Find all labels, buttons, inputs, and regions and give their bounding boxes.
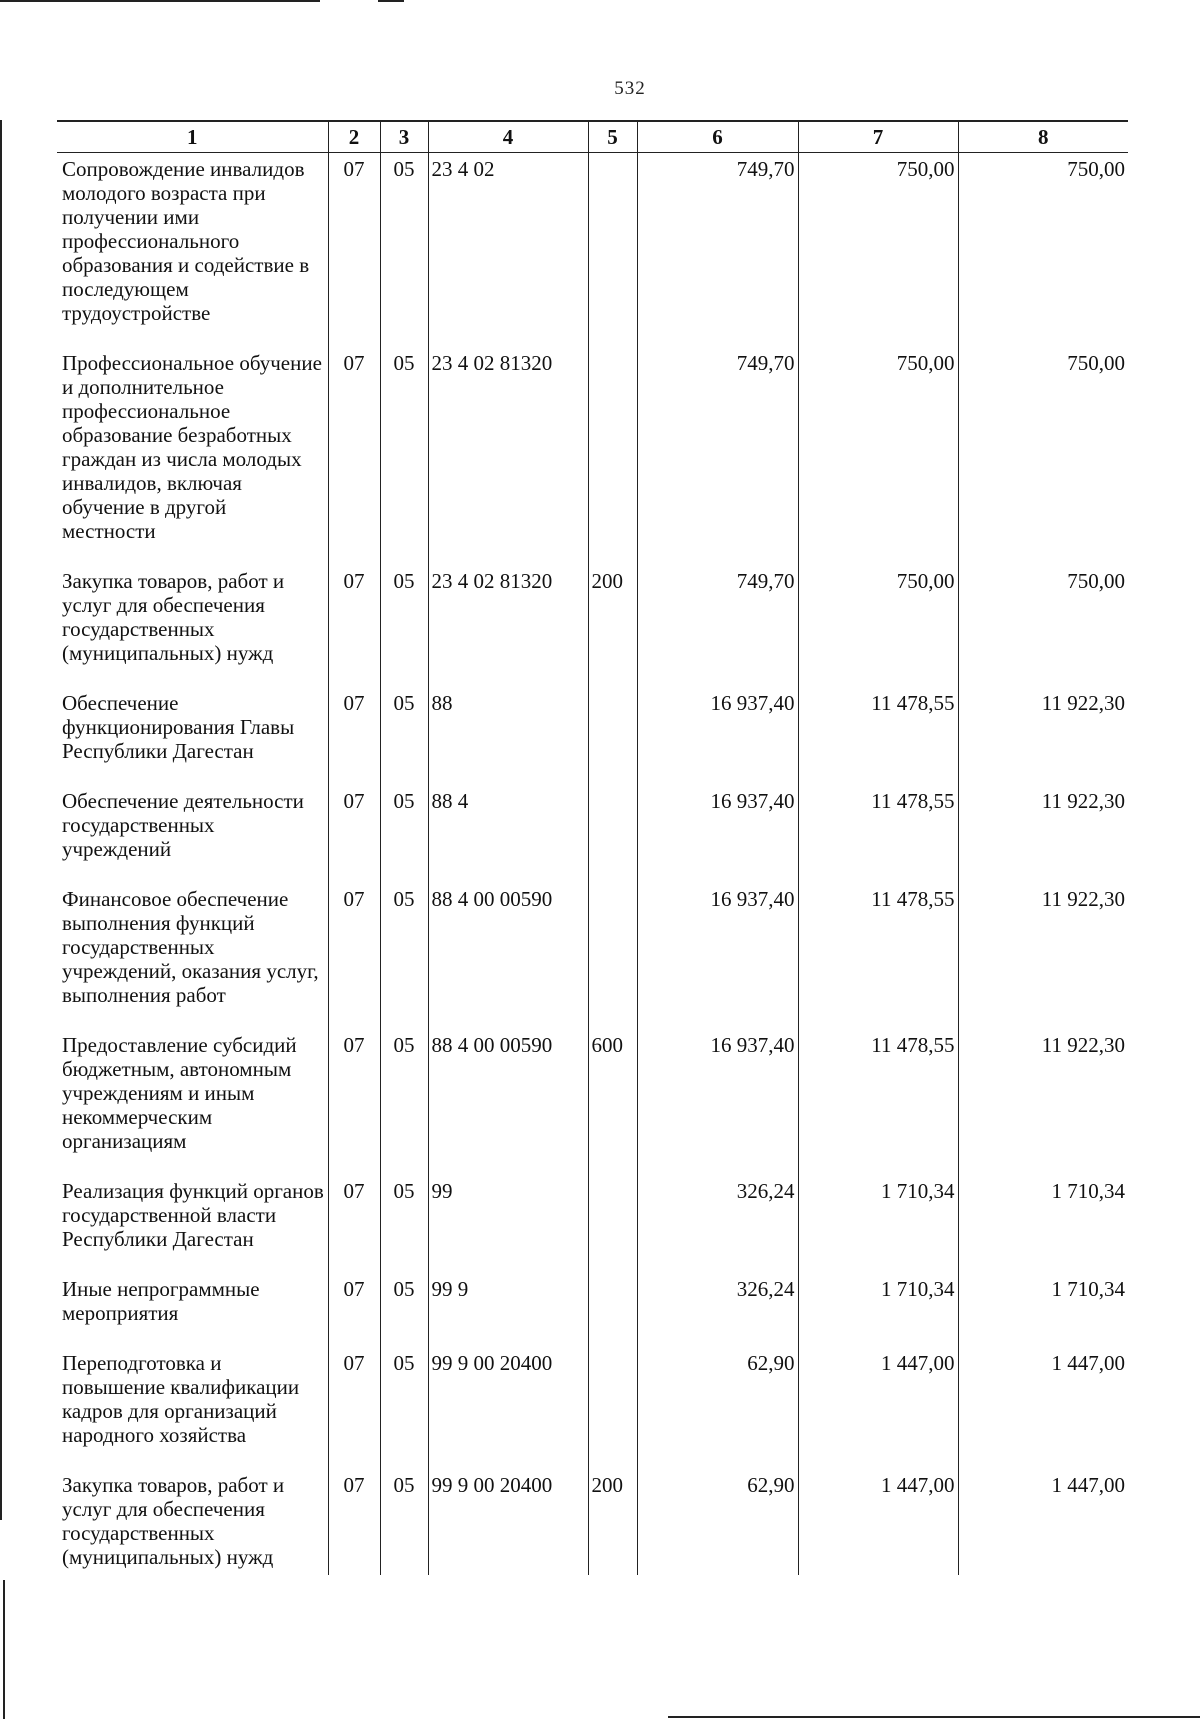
row-name: Закупка товаров, работ и услуг для обеспечения государственных (муниципальных) нужд bbox=[57, 1469, 328, 1575]
column-header-8: 8 bbox=[958, 121, 1128, 153]
page-number: 532 bbox=[614, 78, 646, 99]
subsection-code: 05 bbox=[380, 785, 428, 883]
amount-col-8: 11 922,30 bbox=[958, 883, 1128, 1029]
row-name: Предоставление субсидий бюджетным, автономным учреждениям и иным некоммерческим организациям bbox=[57, 1029, 328, 1175]
column-header-3: 3 bbox=[380, 121, 428, 153]
target-article-code: 23 4 02 bbox=[428, 153, 588, 348]
section-code: 07 bbox=[328, 785, 380, 883]
subsection-code: 05 bbox=[380, 1347, 428, 1469]
amount-col-8: 750,00 bbox=[958, 347, 1128, 565]
expense-type-code bbox=[588, 153, 637, 348]
scan-edge-top-mid bbox=[378, 0, 404, 2]
column-header-5: 5 bbox=[588, 121, 637, 153]
row-name: Финансовое обеспечение выполнения функций государственных учреждений, оказания услуг, выполнения работ bbox=[57, 883, 328, 1029]
section-code: 07 bbox=[328, 1029, 380, 1175]
expense-type-code bbox=[588, 1175, 637, 1273]
subsection-code: 05 bbox=[380, 1469, 428, 1575]
table-row bbox=[57, 1175, 1128, 1273]
amount-col-8: 11 922,30 bbox=[958, 687, 1128, 785]
subsection-code: 05 bbox=[380, 347, 428, 565]
row-name: Реализация функций органов государственной власти Республики Дагестан bbox=[57, 1175, 328, 1273]
expense-type-code: 200 bbox=[588, 1469, 637, 1575]
amount-col-6: 326,24 bbox=[637, 1273, 798, 1347]
amount-col-6: 749,70 bbox=[637, 565, 798, 687]
section-code: 07 bbox=[328, 153, 380, 348]
row-name: Иные непрограммные мероприятия bbox=[57, 1273, 328, 1347]
table-row bbox=[57, 883, 1128, 1029]
subsection-code: 05 bbox=[380, 565, 428, 687]
amount-col-8: 1 447,00 bbox=[958, 1347, 1128, 1469]
amount-col-6: 16 937,40 bbox=[637, 687, 798, 785]
amount-col-8: 750,00 bbox=[958, 153, 1128, 348]
amount-col-7: 750,00 bbox=[798, 347, 958, 565]
column-header-1: 1 bbox=[57, 121, 328, 153]
amount-col-6: 16 937,40 bbox=[637, 883, 798, 1029]
table-row bbox=[57, 153, 1128, 348]
amount-col-7: 1 447,00 bbox=[798, 1469, 958, 1575]
expense-type-code: 200 bbox=[588, 565, 637, 687]
column-header-7: 7 bbox=[798, 121, 958, 153]
expense-type-code bbox=[588, 1347, 637, 1469]
amount-col-6: 16 937,40 bbox=[637, 785, 798, 883]
column-header-2: 2 bbox=[328, 121, 380, 153]
table-row bbox=[57, 1469, 1128, 1575]
amount-col-6: 749,70 bbox=[637, 153, 798, 348]
amount-col-8: 1 710,34 bbox=[958, 1273, 1128, 1347]
budget-table bbox=[57, 120, 1128, 1575]
expense-type-code: 600 bbox=[588, 1029, 637, 1175]
amount-col-7: 1 710,34 bbox=[798, 1273, 958, 1347]
amount-col-7: 750,00 bbox=[798, 565, 958, 687]
amount-col-6: 16 937,40 bbox=[637, 1029, 798, 1175]
scan-edge-left-lower bbox=[3, 1580, 5, 1719]
column-header-6: 6 bbox=[637, 121, 798, 153]
subsection-code: 05 bbox=[380, 883, 428, 1029]
expense-type-code bbox=[588, 785, 637, 883]
target-article-code: 23 4 02 81320 bbox=[428, 565, 588, 687]
subsection-code: 05 bbox=[380, 687, 428, 785]
section-code: 07 bbox=[328, 1273, 380, 1347]
subsection-code: 05 bbox=[380, 153, 428, 348]
amount-col-8: 750,00 bbox=[958, 565, 1128, 687]
expense-type-code bbox=[588, 1273, 637, 1347]
row-name: Сопровождение инвалидов молодого возраста при получении ими профессионального образования и содействие в последующем трудоустройстве bbox=[57, 153, 328, 348]
subsection-code: 05 bbox=[380, 1273, 428, 1347]
target-article-code: 23 4 02 81320 bbox=[428, 347, 588, 565]
scan-edge-left bbox=[0, 120, 2, 1520]
table-row bbox=[57, 687, 1128, 785]
amount-col-7: 1 447,00 bbox=[798, 1347, 958, 1469]
target-article-code: 99 9 00 20400 bbox=[428, 1469, 588, 1575]
amount-col-6: 749,70 bbox=[637, 347, 798, 565]
amount-col-7: 11 478,55 bbox=[798, 1029, 958, 1175]
expense-type-code bbox=[588, 347, 637, 565]
row-name: Обеспечение функционирования Главы Республики Дагестан bbox=[57, 687, 328, 785]
row-name: Обеспечение деятельности государственных учреждений bbox=[57, 785, 328, 883]
row-name: Переподготовка и повышение квалификации кадров для организаций народного хозяйства bbox=[57, 1347, 328, 1469]
subsection-code: 05 bbox=[380, 1029, 428, 1175]
section-code: 07 bbox=[328, 1175, 380, 1273]
section-code: 07 bbox=[328, 1347, 380, 1469]
amount-col-8: 11 922,30 bbox=[958, 1029, 1128, 1175]
section-code: 07 bbox=[328, 687, 380, 785]
section-code: 07 bbox=[328, 347, 380, 565]
section-code: 07 bbox=[328, 1469, 380, 1575]
column-header-4: 4 bbox=[428, 121, 588, 153]
amount-col-8: 1 710,34 bbox=[958, 1175, 1128, 1273]
amount-col-6: 62,90 bbox=[637, 1469, 798, 1575]
row-name: Закупка товаров, работ и услуг для обеспечения государственных (муниципальных) нужд bbox=[57, 565, 328, 687]
amount-col-7: 750,00 bbox=[798, 153, 958, 348]
amount-col-8: 1 447,00 bbox=[958, 1469, 1128, 1575]
table-row bbox=[57, 1347, 1128, 1469]
row-name: Профессиональное обучение и дополнительное профессиональное образование безработных граждан из числа молодых инвалидов, включая обучение в другой местности bbox=[57, 347, 328, 565]
expense-type-code bbox=[588, 883, 637, 1029]
amount-col-7: 11 478,55 bbox=[798, 883, 958, 1029]
amount-col-7: 11 478,55 bbox=[798, 785, 958, 883]
table-row bbox=[57, 1273, 1128, 1347]
target-article-code: 99 9 bbox=[428, 1273, 588, 1347]
table-row bbox=[57, 1029, 1128, 1175]
table-row bbox=[57, 565, 1128, 687]
scan-edge-top-left bbox=[0, 0, 320, 2]
section-code: 07 bbox=[328, 565, 380, 687]
amount-col-7: 11 478,55 bbox=[798, 687, 958, 785]
scan-edge-bottom-right bbox=[668, 1716, 1200, 1718]
expense-type-code bbox=[588, 687, 637, 785]
amount-col-8: 11 922,30 bbox=[958, 785, 1128, 883]
target-article-code: 88 4 00 00590 bbox=[428, 883, 588, 1029]
table-row bbox=[57, 347, 1128, 565]
target-article-code: 99 9 00 20400 bbox=[428, 1347, 588, 1469]
table-row bbox=[57, 785, 1128, 883]
target-article-code: 88 4 bbox=[428, 785, 588, 883]
amount-col-6: 62,90 bbox=[637, 1347, 798, 1469]
target-article-code: 99 bbox=[428, 1175, 588, 1273]
section-code: 07 bbox=[328, 883, 380, 1029]
amount-col-7: 1 710,34 bbox=[798, 1175, 958, 1273]
amount-col-6: 326,24 bbox=[637, 1175, 798, 1273]
target-article-code: 88 4 00 00590 bbox=[428, 1029, 588, 1175]
subsection-code: 05 bbox=[380, 1175, 428, 1273]
target-article-code: 88 bbox=[428, 687, 588, 785]
table-header-row bbox=[57, 121, 1128, 153]
